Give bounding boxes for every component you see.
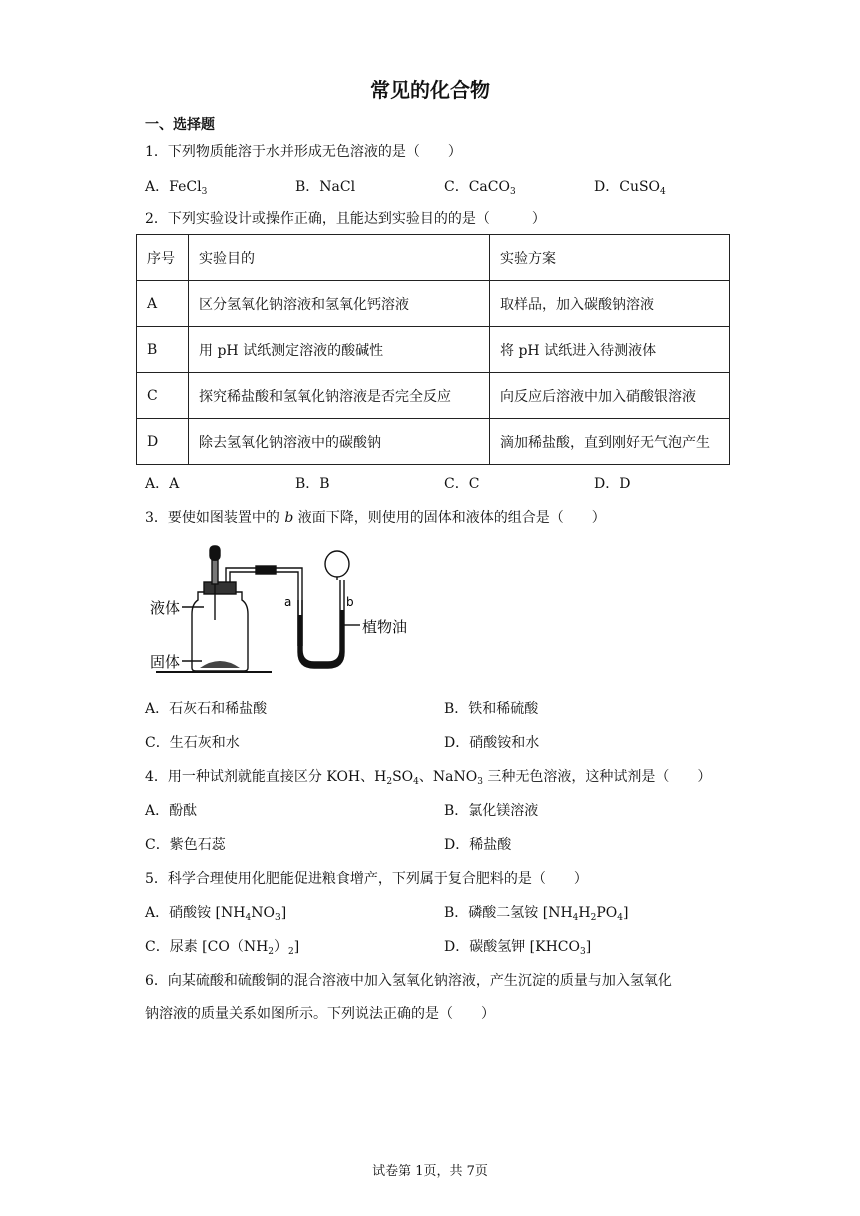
q3-option-d: D．硝酸铵和水 <box>444 735 540 751</box>
question-6-stem-line-1: 6．向某硫酸和硫酸铜的混合溶液中加入氢氧化钠溶液，产生沉淀的质量与加入氢氧化 <box>145 973 672 989</box>
table-cell: D <box>137 419 189 465</box>
table-cell: B <box>137 327 189 373</box>
q4-option-b: B．氯化镁溶液 <box>444 803 539 819</box>
question-1-stem: 1．下列物质能溶于水并形成无色溶液的是（ ） <box>145 144 462 160</box>
label-a: a <box>284 595 292 609</box>
experiment-table <box>136 234 730 465</box>
table-header-cell: 实验目的 <box>189 235 490 281</box>
table-row <box>137 281 730 327</box>
table-cell: A <box>137 281 189 327</box>
q1-option-c: C．CaCO$_3$ <box>444 179 516 197</box>
q2-option-b: B．B <box>295 476 330 492</box>
q2-option-d: D．D <box>594 476 631 492</box>
q1-option-b: B．NaCl <box>295 179 356 195</box>
table-cell: 用 pH 试纸测定溶液的酸碱性 <box>189 327 490 373</box>
label-oil: 植物油 <box>362 618 408 636</box>
apparatus-figure <box>148 540 418 678</box>
table-cell: C <box>137 373 189 419</box>
q4-option-a: A．酚酞 <box>145 803 198 819</box>
question-4-stem: 4．用一种试剂就能直接区分 KOH、$H_2SO_4$、NaNO$_3$ 三种无色溶液，这种试剂是（ ） <box>145 769 712 787</box>
table-cell: 向反应后溶液中加入硝酸银溶液 <box>490 373 730 419</box>
table-cell: 取样品，加入碳酸钠溶液 <box>490 281 730 327</box>
q5-option-a: A．硝酸铵 $[NH_4NO_3]$ <box>145 905 287 923</box>
label-b: b <box>346 595 354 609</box>
table-row <box>137 419 730 465</box>
solid-pile <box>200 661 240 668</box>
q1-option-a: A．FeCl$_3$ <box>145 179 208 197</box>
label-liquid: 液体 <box>150 599 181 617</box>
table-cell: 除去氢氧化钠溶液中的碳酸钠 <box>189 419 490 465</box>
q1-option-d: D．CuSO$_4$ <box>594 179 666 197</box>
label-solid: 固体 <box>150 653 181 671</box>
q5-option-c: C．尿素 $[CO(NH_2)_2]$ <box>145 939 300 957</box>
page-footer: 试卷第 1页，共 7页 <box>372 1164 488 1179</box>
table-cell: 滴加稀盐酸，直到刚好无气泡产生 <box>490 419 730 465</box>
table-cell: 将 pH 试纸进入待测液体 <box>490 327 730 373</box>
question-3-stem: 3．要使如图装置中的 b 液面下降，则使用的固体和液体的组合是（ ） <box>145 510 606 526</box>
q4-option-c: C．紫色石蕊 <box>145 837 226 853</box>
q2-option-a: A．A <box>145 476 180 492</box>
question-6-stem-line-2: 钠溶液的质量关系如图所示。下列说法正确的是（ ） <box>145 1006 495 1022</box>
table-cell: 探究稀盐酸和氢氧化钠溶液是否完全反应 <box>189 373 490 419</box>
table-header-cell: 实验方案 <box>490 235 730 281</box>
table-row <box>137 373 730 419</box>
q3-option-a: A．石灰石和稀盐酸 <box>145 701 268 717</box>
q3-option-b: B．铁和稀硫酸 <box>444 701 539 717</box>
table-header-cell: 序号 <box>137 235 189 281</box>
table-row <box>137 327 730 373</box>
question-5-stem: 5．科学合理使用化肥能促进粮食增产，下列属于复合肥料的是（ ） <box>145 871 588 887</box>
page-title: 常见的化合物 <box>370 78 490 102</box>
q5-option-d: D．碳酸氢钾 $[KHCO_3]$ <box>444 939 592 957</box>
table-header-row <box>137 235 730 281</box>
section-heading: 一、选择题 <box>145 117 215 133</box>
table-cell: 区分氢氧化钠溶液和氢氧化钙溶液 <box>189 281 490 327</box>
q2-option-c: C．C <box>444 476 480 492</box>
q3-option-c: C．生石灰和水 <box>145 735 240 751</box>
question-2-stem: 2．下列实验设计或操作正确，且能达到实验目的的是（ ） <box>145 211 546 227</box>
oil-column <box>298 610 344 668</box>
q5-option-b: B．磷酸二氢铵 $[NH_4H_2PO_4]$ <box>444 905 629 923</box>
q4-option-d: D．稀盐酸 <box>444 837 512 853</box>
